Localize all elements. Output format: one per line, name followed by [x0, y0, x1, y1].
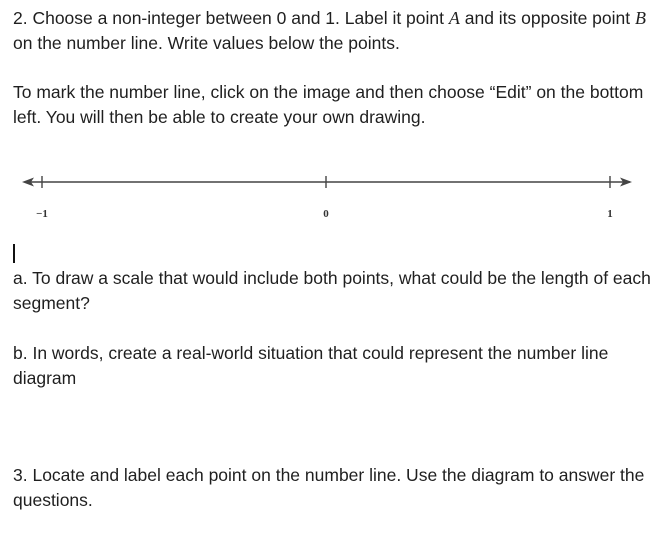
tick-label: 1	[607, 208, 613, 220]
question-2-text-start: 2. Choose a non-integer between 0 and 1. Label it point	[13, 8, 449, 28]
drawing-instructions: To mark the number line, click on the image and then choose “Edit” on the bottom left. You will then be able to create your own drawing.	[13, 82, 644, 127]
tick-label: −1	[36, 208, 48, 220]
question-3-prompt: 3. Locate and label each point on the number line. Use the diagram to answer the questions.	[13, 465, 645, 510]
text-cursor	[13, 244, 15, 263]
question-2-prompt	[13, 6, 653, 56]
question-2-text-end: on the number line. Write values below the points.	[13, 33, 400, 53]
tick-label: 0	[323, 208, 329, 220]
question-2-text-middle: and its opposite point	[459, 8, 635, 28]
question-a-prompt: a. To draw a scale that would include both points, what could be the length of each segment?	[13, 268, 651, 313]
number-line-image[interactable]	[20, 168, 640, 228]
point-b-variable: B	[635, 8, 646, 28]
point-a-variable: A	[448, 8, 460, 28]
question-b-prompt: b. In words, create a real-world situation that could represent the number line diagram	[13, 343, 609, 388]
